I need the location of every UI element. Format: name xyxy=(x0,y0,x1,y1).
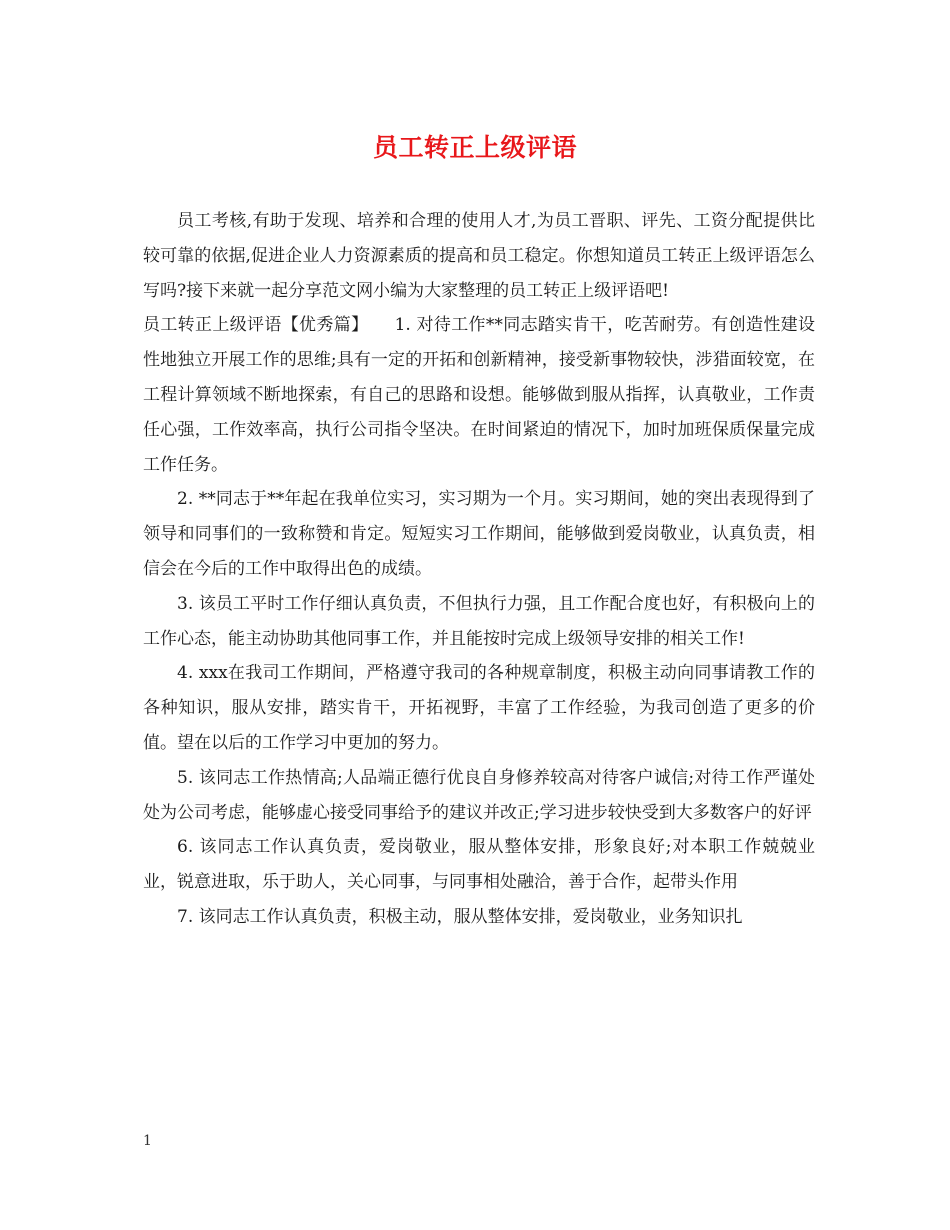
comment-paragraph-5: 5. 该同志工作热情高;人品端正德行优良自身修养较高对待客户诚信;对待工作严谨处处为公司考虑，能够虚心接受同事给予的建议并改正;学习进步较快受到大多数客户的好评 xyxy=(143,767,815,823)
comment-paragraph-4: 4. xxx在我司工作期间，严格遵守我司的各种规章制度，积极主动向同事请教工作的各种知识，服从安排，踏实肯干，开拓视野，丰富了工作经验，为我司创造了更多的价值。望在以后的工作学习中更加的努力。 xyxy=(143,663,815,753)
comment-paragraph-6: 6. 该同志工作认真负责，爱岗敬业，服从整体安排，形象良好;对本职工作兢兢业业，锐意进取，乐于助人，关心同事，与同事相处融洽，善于合作，起带头作用 xyxy=(143,837,815,893)
document-body xyxy=(143,204,815,935)
comment-paragraph-1: 员工转正上级评语【优秀篇】 1. 对待工作**同志踏实肯干，吃苦耐劳。有创造性建设性地独立开展工作的思维;具有一定的开拓和创新精神，接受新事物较快，涉猎面较宽，在工程计算领域不断地探索，有自己的思路和设想。能够做到服从指挥，认真敬业，工作责任心强，工作效率高，执行公司指令坚决。在时间紧迫的情况下，加时加班保质保量完成工作任务。 xyxy=(143,315,815,475)
comment-paragraph-7: 7. 该同志工作认真负责，积极主动，服从整体安排，爱岗敬业，业务知识扎 xyxy=(177,906,743,927)
intro-paragraph: 员工考核,有助于发现、培养和合理的使用人才,为员工晋职、评先、工资分配提供比较可靠的依据,促进企业人力资源素质的提高和员工稳定。你想知道员工转正上级评语怎么写吗?接下来就一起分享范文网小编为大家整理的员工转正上级评语吧! xyxy=(143,211,815,301)
document-title: 员工转正上级评语 xyxy=(372,133,577,162)
comment-paragraph-3: 3. 该员工平时工作仔细认真负责，不但执行力强，且工作配合度也好，有积极向上的工作心态，能主动协助其他同事工作，并且能按时完成上级领导安排的相关工作! xyxy=(143,593,815,649)
comment-paragraph-2: 2. **同志于**年起在我单位实习，实习期为一个月。实习期间，她的突出表现得到了领导和同事们的一致称赞和肯定。短短实习工作期间，能够做到爱岗敬业，认真负责，相信会在今后的工作中取得出色的成绩。 xyxy=(143,489,815,579)
page-number: 1 xyxy=(143,1133,152,1149)
